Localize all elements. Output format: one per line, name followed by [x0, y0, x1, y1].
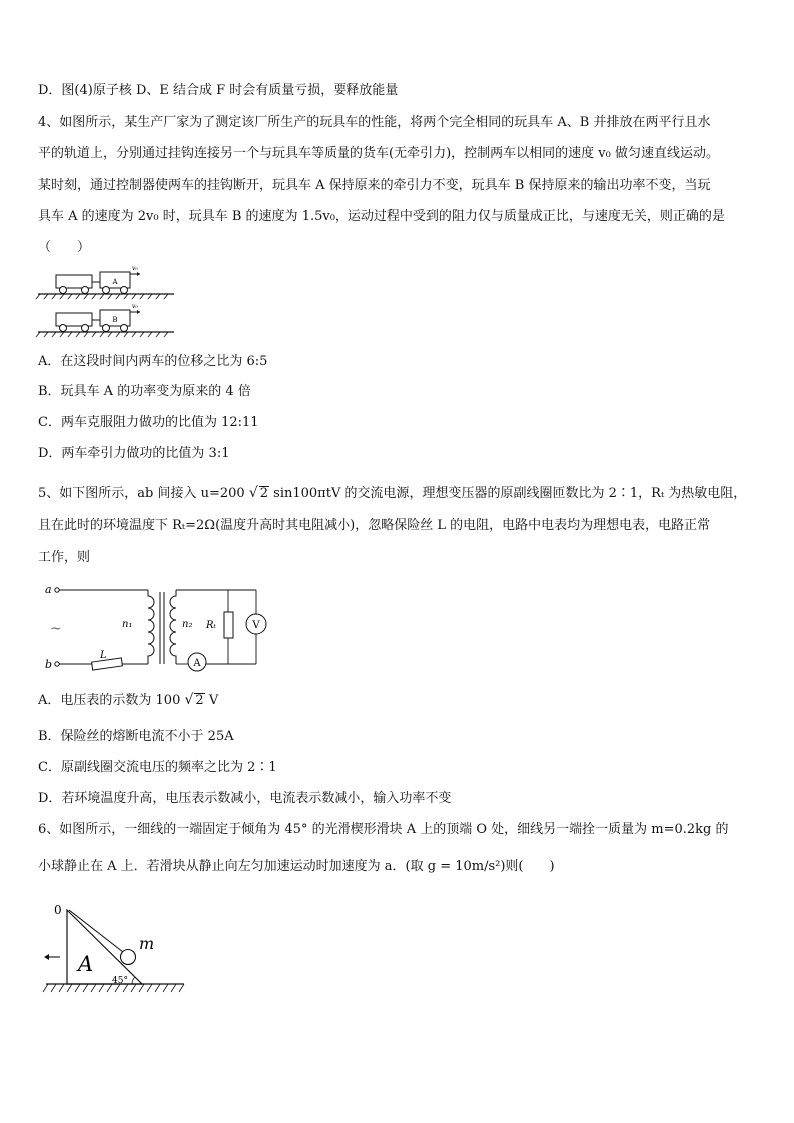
q4-stem-line-2: 平的轨道上，分别通过挂钩连接另一个与玩具车等质量的货车(无牵引力)，控制两车以相同的速度 v₀ 做匀速直线运动。: [38, 146, 719, 161]
mass-label: m: [139, 934, 155, 953]
terminal-b: [55, 662, 59, 666]
q5-option-d: D．若环境温度升高，电压表示数减小，电流表示数减小，输入功率不变: [38, 791, 452, 806]
q4-car-figure: [36, 262, 176, 338]
q4-stem-line-3: 某时刻，通过控制器使两车的挂钩断开，玩具车 A 保持原来的牵引力不变，玩具车 B 保持原来的输出功率不变，当玩: [38, 178, 711, 193]
cargo-car-2: [56, 313, 92, 332]
track-1: [36, 294, 174, 299]
q4-stem-line-1: 4、如图所示，某生产厂家为了测定该厂所生产的玩具车的性能，将两个完全相同的玩具车 A、B 并排放在两平行且水: [38, 115, 711, 130]
q5-option-a-unit: V: [208, 693, 219, 708]
q5-option-c: C．原副线圈交流电压的频率之比为 2∶1: [38, 760, 277, 775]
car-b-label: B: [112, 316, 118, 324]
q4-option-d: D．两车牵引力做功的比值为 3:1: [38, 446, 230, 461]
ball-m: [121, 950, 136, 965]
q3-option-d: D．图(4)原子核 D、E 结合成 F 时会有质量亏损，要释放能量: [38, 83, 399, 98]
cargo-car-1: [56, 275, 92, 294]
toy-car-a: [100, 272, 130, 294]
q6-stem-line-2: 小球静止在 A 上．若滑块从静止向左匀加速运动时加速度为 a．(取 g = 10m/s²)则( ): [38, 859, 555, 874]
track-2: [36, 332, 174, 337]
q5-stem-line-2: 且在此时的环境温度下 Rₜ=2Ω(温度升高时其电阻减小)，忽略保险丝 L 的电阻，电路中电表均为理想电表，电路正常: [38, 518, 711, 533]
q6-wedge-figure: [40, 895, 190, 1005]
ac-source-symbol: ~: [50, 621, 62, 637]
q5-circuit-figure: [42, 582, 272, 672]
fuse-label: L: [100, 650, 107, 661]
velocity-arrow-2: [130, 303, 140, 314]
left-arrow-icon: [44, 954, 60, 960]
q5-stem-line-3: 工作，则: [38, 550, 91, 565]
rt-label: Rₜ: [206, 620, 216, 631]
q6-stem-line-1: 6、如图所示，一细线的一端固定于倾角为 45° 的光滑楔形滑块 A 上的顶端 O 处，细线另一端拴一质量为 m=0.2kg 的: [38, 822, 729, 837]
q5-option-b: B．保险丝的熔断电流不小于 25A: [38, 729, 234, 744]
n1-label: n₁: [122, 619, 133, 630]
velocity-label-2: v₀: [132, 303, 138, 310]
secondary-coil: [170, 590, 176, 664]
q5-sqrt-value: 2: [259, 486, 269, 501]
q4-option-a: A．在这段时间内两车的位移之比为 6:5: [38, 354, 268, 369]
terminal-b-label: b: [45, 658, 53, 671]
q4-stem-line-4: 具车 A 的速度为 2v₀ 时，玩具车 B 的速度为 1.5v₀，运动过程中受到的阻力仅与质量成正比，与速度无关，则正确的是: [38, 209, 725, 224]
point-o-label: 0: [54, 903, 62, 917]
terminal-a-label: a: [45, 583, 52, 596]
fuse-l: [92, 658, 123, 670]
q4-option-b: B．玩具车 A 的功率变为原来的 4 倍: [38, 384, 251, 399]
n2-label: n₂: [182, 619, 193, 630]
q4-answer-blank: （ ）: [38, 240, 91, 255]
q5-option-a-sqrt: 2: [195, 693, 204, 708]
q4-option-c: C．两车克服阻力做功的比值为 12:11: [38, 415, 259, 430]
q5-option-a-text: A．电压表的示数为 100: [38, 693, 181, 708]
q5-stem-part-1: 5、如下图所示，ab 间接入 u=200: [38, 486, 245, 501]
q5-stem-part-2: sin100πtV 的交流电源，理想变压器的原副线圈匝数比为 2∶1，Rₜ 为热敏电阻，: [273, 486, 747, 501]
string: [69, 910, 123, 952]
voltmeter-label: V: [252, 620, 260, 631]
car-a-label: A: [112, 278, 118, 286]
q5-stem-line-1: [38, 483, 746, 504]
terminal-a: [55, 588, 59, 592]
velocity-label-1: v₀: [132, 265, 138, 272]
primary-coil: [148, 590, 154, 664]
block-label: A: [78, 952, 94, 976]
ammeter-label: A: [193, 658, 201, 669]
thermistor-rt: [224, 612, 233, 638]
angle-arc: [132, 977, 135, 984]
sqrt-symbol: √: [184, 692, 194, 708]
q5-option-a: [38, 690, 218, 711]
angle-label: 45°: [112, 976, 128, 986]
toy-car-b: [100, 310, 130, 332]
sqrt-symbol: √: [248, 485, 258, 501]
velocity-arrow-1: [130, 265, 140, 276]
